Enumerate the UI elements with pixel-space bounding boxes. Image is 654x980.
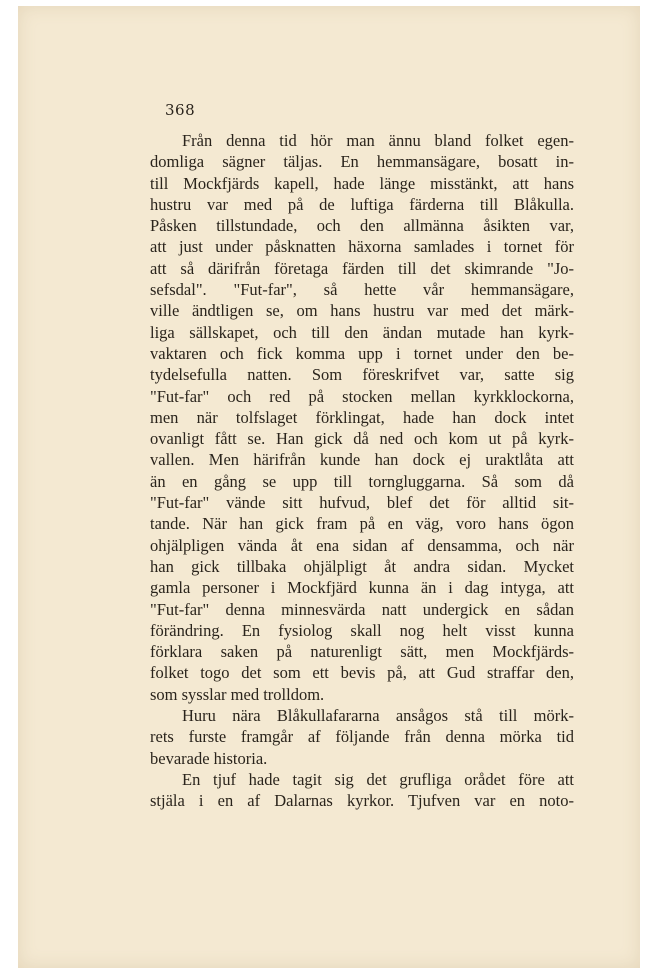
text-line: ville ändtligen se, om hans hustru var med det märk- bbox=[150, 301, 574, 321]
text-line: vaktaren och fick komma upp i tornet under den be- bbox=[150, 343, 574, 363]
text-line: liga sällskapet, och till den ändan mutade han kyrk- bbox=[150, 322, 574, 342]
text-line: att just under påsknatten häxorna samlades i tornet för bbox=[150, 237, 574, 257]
page-number: 368 bbox=[165, 101, 196, 119]
text-line: Påsken tillstundade, och den allmänna åsikten var, bbox=[150, 216, 574, 236]
text-line: domliga sägner täljas. En hemmansägare, bosatt in- bbox=[150, 152, 574, 172]
text-line: förändring. En fysiolog skall nog helt visst kunna bbox=[150, 620, 574, 640]
text-line: att så därifrån företaga färden till det skimrande "Jo- bbox=[150, 258, 574, 278]
text-line: förklara saken på naturenligt sätt, men Mockfjärds- bbox=[150, 642, 574, 662]
text-line: En tjuf hade tagit sig det grufliga orådet före att bbox=[182, 769, 574, 789]
text-line: än en gång se upp till torngluggarna. Så som då bbox=[150, 471, 574, 491]
text-line: rets furste framgår af följande från denna mörka tid bbox=[150, 727, 574, 747]
text-line: han gick tillbaka ohjälpligt åt andra sidan. Mycket bbox=[150, 556, 574, 576]
text-line: Huru nära Blåkullafararna ansågos stå till mörk- bbox=[182, 706, 574, 726]
text-line: bevarade historia. bbox=[150, 748, 268, 768]
text-line: ohjälpligen vända åt ena sidan af densamma, och när bbox=[150, 535, 574, 555]
text-line: Från denna tid hör man ännu bland folket egen- bbox=[182, 131, 574, 150]
text-line: ovanligt fått se. Han gick då ned och kom ut på kyrk- bbox=[150, 429, 574, 449]
text-line: "Fut-far" och red på stocken mellan kyrkklockorna, bbox=[150, 386, 574, 406]
text-line: tydelsefulla natten. Som föreskrifvet var, satte sig bbox=[150, 365, 574, 385]
text-line: till Mockfjärds kapell, hade länge misstänkt, att hans bbox=[150, 173, 574, 193]
body-text bbox=[150, 130, 574, 812]
book-page bbox=[18, 6, 640, 968]
text-line: "Fut-far" vände sitt hufvud, blef det för alltid sit- bbox=[150, 493, 574, 513]
text-line: "Fut-far" denna minnesvärda natt undergick en sådan bbox=[150, 599, 574, 619]
text-line: hustru var med på de luftiga färderna till Blåkulla. bbox=[150, 194, 574, 214]
text-line: gamla personer i Mockfjärd kunna än i dag intyga, att bbox=[150, 578, 574, 598]
text-line: men när tolfslaget förklingat, hade han dock intet bbox=[150, 407, 574, 427]
text-line: tande. När han gick fram på en väg, voro hans ögon bbox=[150, 514, 574, 534]
text-line: vallen. Men härifrån kunde han dock ej uraktlåta att bbox=[150, 450, 574, 470]
text-line: stjäla i en af Dalarnas kyrkor. Tjufven var en noto- bbox=[150, 791, 574, 811]
text-line: som sysslar med trolldom. bbox=[150, 684, 325, 704]
text-line: sefsdal". "Fut-far", så hette vår hemmansägare, bbox=[150, 280, 574, 300]
text-line: folket togo det som ett bevis på, att Gud straffar den, bbox=[150, 663, 574, 683]
